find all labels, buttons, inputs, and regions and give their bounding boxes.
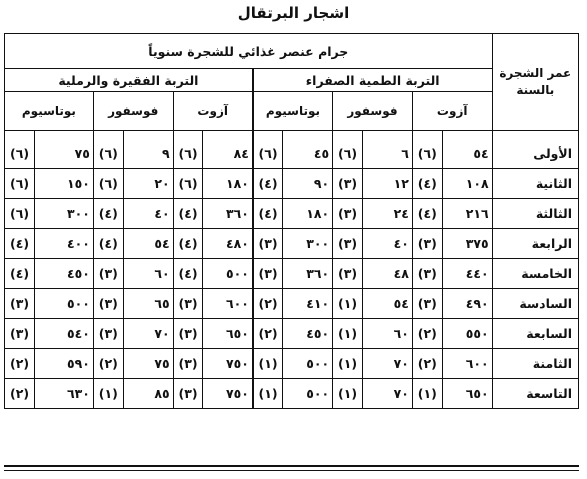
- count-value-cell: (٣): [93, 319, 123, 349]
- page-title: اشجار البرتقال: [237, 4, 350, 22]
- grams-value-cell: ٥٠٠: [203, 259, 253, 289]
- grams-value-cell: ٥٠٠: [283, 349, 333, 379]
- grams-value-cell: ٦٠٠: [203, 289, 253, 319]
- count-value-cell: (٦): [93, 131, 123, 169]
- count-value-cell: (٣): [412, 229, 442, 259]
- count-value-cell: (١): [333, 349, 363, 379]
- grams-value-cell: ٥٥٠: [442, 319, 492, 349]
- grams-value-cell: ٥٤٠: [35, 319, 94, 349]
- count-value-cell: (٤): [93, 199, 123, 229]
- count-value-cell: (٣): [173, 379, 203, 409]
- grams-value-cell: ٣٧٥: [442, 229, 492, 259]
- tree-age-cell: الأولى: [492, 131, 578, 169]
- grams-value-cell: ٦٣٠: [35, 379, 94, 409]
- grams-value-cell: ٦٥: [123, 289, 173, 319]
- grams-value-cell: ٣٠٠: [283, 229, 333, 259]
- count-value-cell: (٣): [5, 319, 35, 349]
- grams-value-cell: ٦٠: [362, 319, 412, 349]
- grams-value-cell: ١٠٨: [442, 169, 492, 199]
- grams-value-cell: ٨٤: [203, 131, 253, 169]
- grams-value-cell: ٧٥: [35, 131, 94, 169]
- count-value-cell: (٢): [253, 289, 283, 319]
- count-value-cell: (٢): [253, 319, 283, 349]
- element-header: فوسفور: [93, 92, 173, 131]
- count-value-cell: (٤): [5, 259, 35, 289]
- grams-value-cell: ٧٥: [123, 349, 173, 379]
- count-value-cell: (٦): [333, 131, 363, 169]
- grams-value-cell: ٢٤: [362, 199, 412, 229]
- grams-value-cell: ٧٠: [123, 319, 173, 349]
- element-header: بوتاسيوم: [253, 92, 333, 131]
- fertilizer-table: [4, 33, 579, 409]
- count-value-cell: (٣): [93, 259, 123, 289]
- count-value-cell: (٤): [412, 199, 442, 229]
- count-value-cell: (٢): [93, 349, 123, 379]
- table-body: [5, 131, 579, 409]
- count-value-cell: (٢): [412, 319, 442, 349]
- count-value-cell: (٣): [333, 169, 363, 199]
- age-column-header: [492, 34, 578, 131]
- table-row: [5, 199, 579, 229]
- grams-value-cell: ٤٠٠: [35, 229, 94, 259]
- grams-value-cell: ٤٨٠: [203, 229, 253, 259]
- grams-value-cell: ٧٠: [362, 379, 412, 409]
- count-value-cell: (٣): [333, 259, 363, 289]
- count-value-cell: (١): [333, 379, 363, 409]
- grams-value-cell: ١٨٠: [283, 199, 333, 229]
- table-row: [5, 169, 579, 199]
- grams-value-cell: ١٢: [362, 169, 412, 199]
- table-row: [5, 289, 579, 319]
- count-value-cell: (٤): [93, 229, 123, 259]
- count-value-cell: (٤): [253, 169, 283, 199]
- grams-value-cell: ٧٥٠: [203, 349, 253, 379]
- count-value-cell: (٣): [173, 319, 203, 349]
- age-header-line-2: بالسنة: [516, 83, 555, 97]
- tree-age-cell: السادسة: [492, 289, 578, 319]
- bottom-rule: [4, 470, 579, 471]
- element-header: آزوت: [173, 92, 253, 131]
- count-value-cell: (٤): [253, 199, 283, 229]
- count-value-cell: (٦): [5, 131, 35, 169]
- count-value-cell: (٣): [253, 259, 283, 289]
- grams-value-cell: ٤٠: [123, 199, 173, 229]
- bottom-rule: [4, 465, 579, 467]
- count-value-cell: (١): [333, 319, 363, 349]
- count-value-cell: (٤): [173, 199, 203, 229]
- tree-age-cell: الخامسة: [492, 259, 578, 289]
- grams-value-cell: ٤٩٠: [442, 289, 492, 319]
- age-header-line-1: عمر الشجرة: [499, 66, 572, 80]
- grams-value-cell: ٤٨: [362, 259, 412, 289]
- table-row: [5, 319, 579, 349]
- count-value-cell: (٣): [412, 259, 442, 289]
- tree-age-cell: التاسعة: [492, 379, 578, 409]
- grams-value-cell: ٣٦٠: [283, 259, 333, 289]
- table-row: [5, 229, 579, 259]
- grams-value-cell: ٧٥٠: [203, 379, 253, 409]
- tree-age-cell: الثانية: [492, 169, 578, 199]
- grams-value-cell: ١٥٠: [35, 169, 94, 199]
- grams-value-cell: ٥٤: [362, 289, 412, 319]
- grams-value-cell: ٤٥٠: [35, 259, 94, 289]
- element-header: فوسفور: [333, 92, 413, 131]
- grams-value-cell: ٤٠: [362, 229, 412, 259]
- count-value-cell: (٦): [412, 131, 442, 169]
- count-value-cell: (٣): [173, 289, 203, 319]
- count-value-cell: (١): [253, 379, 283, 409]
- count-value-cell: (٣): [93, 289, 123, 319]
- count-value-cell: (٦): [93, 169, 123, 199]
- grams-value-cell: ٥٤: [442, 131, 492, 169]
- soil-poor-header: التربة الفقيرة والرملية: [5, 69, 253, 92]
- count-value-cell: (٣): [5, 289, 35, 319]
- count-value-cell: (١): [253, 349, 283, 379]
- grams-value-cell: ٦: [362, 131, 412, 169]
- grams-value-cell: ٥٩٠: [35, 349, 94, 379]
- grams-value-cell: ٣٠٠: [35, 199, 94, 229]
- table-row: [5, 349, 579, 379]
- count-value-cell: (٣): [253, 229, 283, 259]
- count-value-cell: (٢): [5, 379, 35, 409]
- count-value-cell: (٤): [173, 229, 203, 259]
- soil-yellow-header: التربة الطمية الصفراء: [253, 69, 492, 92]
- count-value-cell: (١): [93, 379, 123, 409]
- grams-value-cell: ٦٥٠: [442, 379, 492, 409]
- count-value-cell: (٣): [173, 349, 203, 379]
- count-value-cell: (٦): [5, 169, 35, 199]
- grams-value-cell: ٤٥٠: [283, 319, 333, 349]
- grams-value-cell: ١٨٠: [203, 169, 253, 199]
- table-row: [5, 131, 579, 169]
- table-row: [5, 379, 579, 409]
- grams-value-cell: ٤٤٠: [442, 259, 492, 289]
- grams-value-cell: ٦٠: [123, 259, 173, 289]
- count-value-cell: (١): [412, 379, 442, 409]
- grams-value-cell: ٢١٦: [442, 199, 492, 229]
- count-value-cell: (٦): [173, 131, 203, 169]
- grams-value-cell: ٨٥: [123, 379, 173, 409]
- grams-value-cell: ٥٤: [123, 229, 173, 259]
- count-value-cell: (١): [333, 289, 363, 319]
- count-value-cell: (٢): [412, 349, 442, 379]
- grams-value-cell: ٧٠: [362, 349, 412, 379]
- tree-age-cell: الثالثة: [492, 199, 578, 229]
- nutrient-group-header: جرام عنصر غذائي للشجرة سنوياً: [5, 34, 493, 69]
- count-value-cell: (٤): [412, 169, 442, 199]
- count-value-cell: (٤): [173, 259, 203, 289]
- count-value-cell: (٦): [5, 199, 35, 229]
- tree-age-cell: الثامنة: [492, 349, 578, 379]
- grams-value-cell: ٤١٠: [283, 289, 333, 319]
- grams-value-cell: ٦٥٠: [203, 319, 253, 349]
- count-value-cell: (٣): [333, 199, 363, 229]
- count-value-cell: (٦): [253, 131, 283, 169]
- table-row: [5, 259, 579, 289]
- grams-value-cell: ٣٦٠: [203, 199, 253, 229]
- grams-value-cell: ٤٥: [283, 131, 333, 169]
- count-value-cell: (٦): [173, 169, 203, 199]
- grams-value-cell: ٦٠٠: [442, 349, 492, 379]
- tree-age-cell: السابعة: [492, 319, 578, 349]
- grams-value-cell: ٢٠: [123, 169, 173, 199]
- count-value-cell: (٣): [412, 289, 442, 319]
- count-value-cell: (٣): [333, 229, 363, 259]
- tree-age-cell: الرابعة: [492, 229, 578, 259]
- count-value-cell: (٢): [5, 349, 35, 379]
- element-header: آزوت: [412, 92, 492, 131]
- grams-value-cell: ٥٠٠: [35, 289, 94, 319]
- count-value-cell: (٤): [5, 229, 35, 259]
- grams-value-cell: ٩: [123, 131, 173, 169]
- element-header: بوتاسيوم: [5, 92, 94, 131]
- grams-value-cell: ٩٠: [283, 169, 333, 199]
- grams-value-cell: ٥٠٠: [283, 379, 333, 409]
